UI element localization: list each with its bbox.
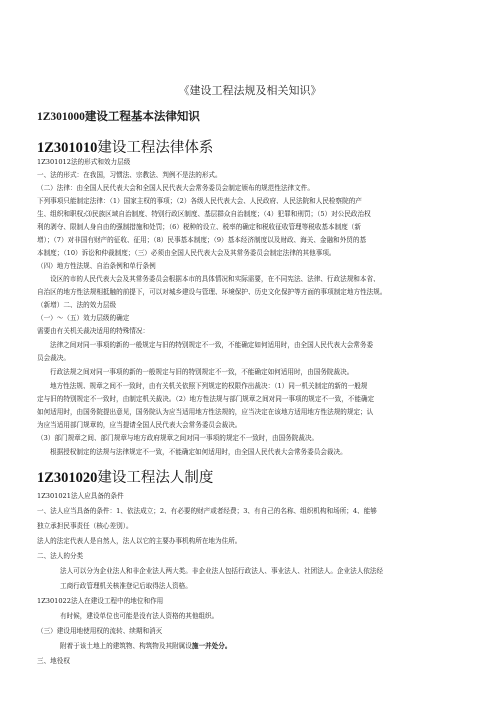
- section-code: 1Z301010: [37, 140, 98, 156]
- text-line: 本制度；（10）诉讼和仲裁制度；（三）必须由全国人民代表大会及其常务委员会制定法律的其他事项。: [37, 249, 336, 257]
- text-line: 二、法人的分类: [37, 552, 84, 560]
- section-title: 建设工程法律体系: [97, 140, 214, 156]
- section-code: 1Z301020: [37, 470, 98, 486]
- section-heading-1z301010: [37, 136, 213, 157]
- text-line: 一、法人应当具备的条件：1、依法成立；2、有必要的财产或者经费；3、有自己的名称、组织机构和场所；4、能够: [37, 507, 377, 515]
- section-heading-1z301000: [37, 108, 200, 124]
- text-line: 增）；（7）对非国有财产的征收、征用；（8）民事基本制度；（9）基本经济制度以及财政、海关、金融和外贸的基: [37, 236, 367, 244]
- text-span: 附着于该土地上的建筑物、构筑物及其附属设: [60, 642, 192, 650]
- text-line: 设区的市的人民代表大会及其常务委员会根据本市的具体情况和实际需要，在不同宪法、法律、行政法规和本省、: [50, 275, 380, 283]
- text-line: 法人的法定代表人是自然人，法人以它的主要办事机构所在地为住所。: [37, 537, 242, 545]
- text-line: 如何适用时，由国务院提出意见，国务院认为应当适用地方性法规的，应当决定在该地方适用地方性法规的规定；认: [37, 408, 374, 416]
- text-line: 独立承担民事责任（核心差别）。: [37, 522, 133, 530]
- text-line: 1Z301012法的形式和效力层级: [37, 158, 131, 166]
- text-line: （新增）二、法的效力层级: [37, 301, 117, 309]
- section-heading-1z301020: [37, 466, 213, 487]
- text-line: （三）建设用地使用权的流转、续期和消灭: [37, 627, 163, 635]
- text-line: 生、组织和职权;⑶民族区域自治制度、特别行政区制度、基层群众自治制度；（4）犯罪和刑罚；（5）对公民政治权: [37, 210, 371, 218]
- text-line: 根据授权制定的法规与法律规定不一致，不能确定如何适用时，由全国人民代表大会常务委员会裁决。: [50, 448, 347, 456]
- section-code: 1Z301000: [37, 111, 85, 123]
- text-line: 一、法的形式：在我国，习惯法、宗教法、判例不是法的形式。: [37, 171, 222, 179]
- section-title: 建设工程法人制度: [97, 470, 214, 486]
- text-line: 定与旧的特别规定不一致时，由制定机关裁决。（2）地方性法规与部门规章之间对同一事项的规定不一致，不能确定: [37, 395, 375, 403]
- text-line: 三、地役权: [37, 657, 70, 665]
- emphasis-text: 施一并处分。: [191, 642, 232, 650]
- text-line: 有时候，建设单位也可能是没有法人资格的其他组织。: [60, 612, 219, 620]
- text-line: 行政法规之间对同一事项的新的一般规定与旧的特别规定不一致，不能确定如何适用时，由国务院裁决。: [50, 368, 354, 376]
- text-line: 为应当适用部门规章的，应当提请全国人民代表大会常务委员会裁决。: [37, 421, 242, 429]
- text-line: 工商行政管理机关核准登记后取得法人资格。: [60, 582, 192, 590]
- text-line: 员会裁决。: [37, 354, 70, 362]
- text-line: 自治区的地方性法规相抵触的前提下，可以对城乡建设与管理、环境保护、历史文化保护等方面的事项制定地方性法规。: [37, 288, 387, 296]
- text-line: 1Z301021法人应具备的条件: [37, 492, 124, 500]
- text-line: 利的剥夺、限制人身自由的强制措施和处罚；（6）税种的设立、税率的确定和税收征收管理等税收基本制度（新: [37, 223, 361, 231]
- text-line: 法人可以分为企业法人和非企业法人两大类。非企业法人包括行政法人、事业法人、社团法人。企业法人依法经: [60, 567, 384, 575]
- section-title: 建设工程基本法律知识: [84, 109, 200, 123]
- text-line: 地方性法规、规章之间不一致时，由有关机关依照下列规定的权限作出裁决：（1）同一机关制定的新的一般规: [50, 382, 368, 390]
- text-line: （二）法律：由全国人民代表大会和全国人民代表大会常务委员会制定颁布的规范性法律文件。: [37, 184, 314, 192]
- text-line: 需要由有关机关裁决适用的特殊情况：: [37, 327, 150, 335]
- text-line: 下列事项只能制定法律：（1）国家主权的事项；（2）各级人民代表大会、人民政府、人民法院和人民检察院的产: [37, 197, 362, 205]
- text-line: （3）部门规章之间、部门规章与地方政府规章之间对同一事项的规定不一致时，由国务院裁决。: [37, 434, 319, 442]
- text-line: 1Z301022法人在建设工程中的地位和作用: [37, 597, 164, 605]
- document-title: 《建设工程法规及相关知识》: [178, 84, 322, 97]
- text-line: [60, 642, 490, 650]
- text-line: （四）地方性法规、自治条例和单行条例: [37, 262, 156, 270]
- text-line: 法律之间对同一事项的新的一般规定与旧的特别规定不一致，不能确定如何适用时，由全国人民代表大会常务委: [50, 341, 374, 349]
- text-line: （一）～（五）效力层级的确定: [37, 314, 130, 322]
